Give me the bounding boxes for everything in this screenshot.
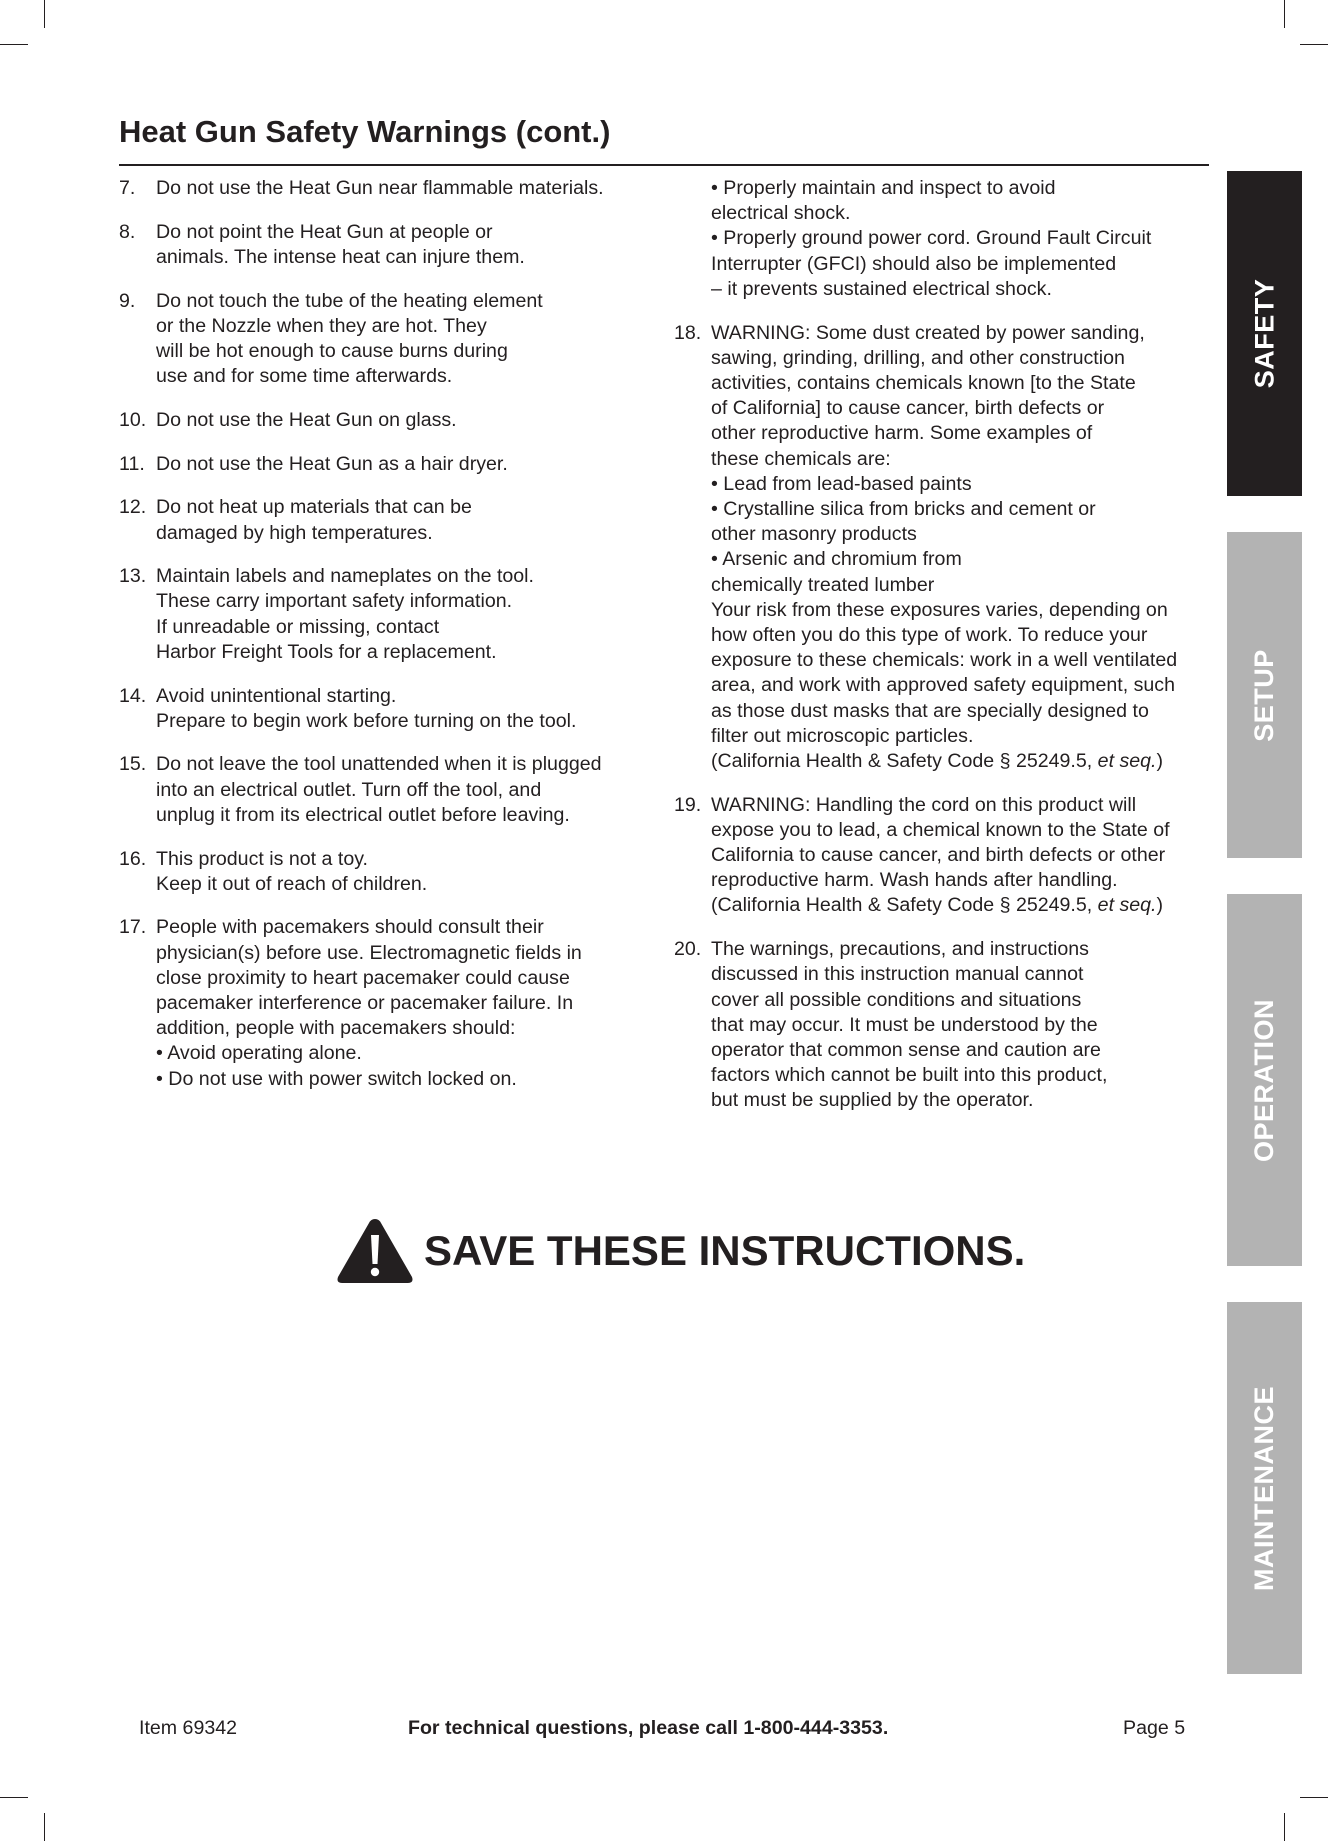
crop-mark	[44, 0, 45, 28]
item-number: 8.	[119, 220, 136, 243]
item-text-line: addition, people with pacemakers should:	[156, 1017, 516, 1040]
list-item	[119, 564, 659, 665]
list-item	[674, 937, 1216, 1113]
item-number: 7.	[119, 177, 136, 199]
item-text-line: reproductive harm. Wash hands after handling.	[711, 869, 1118, 892]
tab-operation-label: OPERATION	[1249, 998, 1280, 1162]
legal-citation	[711, 893, 1216, 918]
title-rule	[119, 164, 1209, 166]
crop-mark	[44, 1813, 45, 1841]
item-text-line: activities, contains chemicals known [to the State	[711, 371, 1136, 394]
item-text-line: • Crystalline silica from bricks and cement or	[711, 497, 1096, 520]
tab-setup-label: SETUP	[1249, 648, 1279, 742]
item-text-line: • Do not use with power switch locked on.	[156, 1067, 517, 1090]
crop-mark	[1284, 1813, 1285, 1841]
item-text-line: Harbor Freight Tools for a replacement.	[156, 640, 497, 663]
item-text-line: use and for some time afterwards.	[156, 365, 453, 388]
page-title: Heat Gun Safety Warnings (cont.)	[119, 114, 611, 149]
item-text-line: Interrupter (GFCI) should also be implemented	[711, 252, 1117, 275]
item-text-line: other masonry products	[711, 523, 917, 546]
item-number: 13.	[119, 565, 147, 588]
item-text-line: Do not leave the tool unattended when it is plugged	[156, 753, 602, 776]
list-item	[119, 495, 659, 545]
item-text-line: Maintain labels and nameplates on the tool.	[156, 565, 534, 588]
item-text-line: but must be supplied by the operator.	[711, 1089, 1034, 1112]
citation-italic: et seq.	[1097, 894, 1157, 917]
item-text-line: Your risk from these exposures varies, depending on	[711, 598, 1168, 621]
list-item	[119, 752, 659, 828]
item-text-line: Do not point the Heat Gun at people or	[156, 220, 493, 243]
item-text-line: area, and work with approved safety equipment, such	[711, 674, 1175, 697]
item-text-line: operator that common sense and caution are	[711, 1039, 1101, 1061]
item-text-line: cover all possible conditions and situations	[711, 988, 1082, 1011]
item-text-line: how often you do this type of work. To reduce your	[711, 623, 1148, 646]
item-text-line: of California] to cause cancer, birth defects or	[711, 397, 1105, 420]
citation-text: (California Health & Safety Code § 25249.5,	[711, 894, 1098, 917]
list-item	[119, 684, 659, 734]
item-text-line: close proximity to heart pacemaker could cause	[156, 966, 570, 989]
save-instructions-banner	[336, 1216, 1025, 1286]
item-text-line: Do not use the Heat Gun on glass.	[156, 408, 457, 431]
item-text-line: Keep it out of reach of children.	[156, 872, 428, 895]
tab-maintenance[interactable]	[1227, 1302, 1302, 1674]
crop-mark	[1300, 44, 1328, 45]
list-item	[119, 289, 659, 390]
item-text-line: sawing, grinding, drilling, and other construction	[711, 346, 1125, 369]
item-text-line: This product is not a toy.	[156, 847, 369, 870]
item-text-line: into an electrical outlet. Turn off the tool, and	[156, 778, 542, 801]
item-number: 20.	[674, 938, 702, 961]
item-text-line: factors which cannot be built into this product,	[711, 1064, 1108, 1087]
item-text-line: physician(s) before use. Electromagnetic fields in	[156, 941, 582, 964]
item-number: 18.	[674, 321, 702, 344]
item-text-line: chemically treated lumber	[711, 573, 935, 596]
item-text-line: WARNING: Some dust created by power sanding,	[711, 321, 1145, 344]
list-item	[119, 408, 659, 433]
citation-text: (California Health & Safety Code § 25249.5,	[711, 749, 1098, 772]
item-number: 12.	[119, 496, 147, 519]
item-number: 9.	[119, 289, 136, 312]
tab-operation[interactable]	[1227, 894, 1302, 1266]
item-text-line: Do not touch the tube of the heating element	[156, 289, 543, 312]
item-text-line: California to cause cancer, and birth defects or other	[711, 844, 1166, 867]
item-text-line: • Properly ground power cord. Ground Fault Circuit	[711, 227, 1152, 250]
item-number: 14.	[119, 684, 147, 707]
item-text-line: electrical shock.	[711, 202, 851, 225]
item-text-line: Avoid unintentional starting.	[156, 684, 397, 707]
crop-mark	[1284, 0, 1285, 28]
item-text-line: • Avoid operating alone.	[156, 1042, 362, 1065]
item-text-line: expose you to lead, a chemical known to the State of	[711, 818, 1170, 841]
tab-safety-label: SAFETY	[1249, 278, 1280, 389]
item-number: 17.	[119, 916, 147, 939]
item-text-line: filter out microscopic particles.	[711, 724, 974, 747]
item-text-line: The warnings, precautions, and instructions	[711, 938, 1089, 961]
list-item	[119, 847, 659, 897]
item-number: 11.	[119, 452, 145, 475]
item-number: 10.	[119, 408, 147, 431]
footer-phone: For technical questions, please call 1-800-444-3353.	[408, 1717, 889, 1739]
item-text-line: • Arsenic and chromium from	[711, 548, 962, 571]
item-text-line: damaged by high temperatures.	[156, 521, 433, 544]
item-text-line: Prepare to begin work before turning on the tool.	[156, 709, 577, 732]
tab-maintenance-label: MAINTENANCE	[1249, 1385, 1279, 1591]
item-text-line: pacemaker interference or pacemaker failure. In	[156, 992, 574, 1015]
item-17-continuation	[674, 176, 1216, 302]
save-instructions-text: SAVE THESE INSTRUCTIONS.	[424, 1227, 1026, 1274]
list-item	[119, 452, 659, 477]
tab-safety[interactable]	[1227, 171, 1302, 496]
item-text-line: Do not use the Heat Gun as a hair dryer.	[156, 452, 508, 475]
item-text-line: other reproductive harm. Some examples of	[711, 422, 1093, 445]
item-text-line: animals. The intense heat can injure them.	[156, 245, 525, 268]
item-text-line: Do not heat up materials that can be	[156, 496, 472, 519]
list-item	[119, 220, 659, 270]
item-text-line: WARNING: Handling the cord on this product will	[711, 793, 1137, 816]
item-text-line: as those dust masks that are specially designed to	[711, 699, 1149, 722]
list-item	[674, 321, 1216, 775]
crop-mark	[0, 44, 28, 45]
footer-item-number: Item 69342	[139, 1717, 238, 1739]
citation-end: )	[1156, 749, 1164, 772]
tab-setup[interactable]	[1227, 532, 1302, 858]
footer-page-number: Page 5	[1123, 1717, 1186, 1739]
list-item	[119, 176, 659, 201]
list-item	[674, 793, 1216, 919]
citation-end: )	[1156, 894, 1164, 917]
left-column	[119, 176, 659, 1110]
crop-mark	[1300, 1797, 1328, 1798]
warning-triangle-icon	[336, 1217, 414, 1285]
item-text-line: or the Nozzle when they are hot. They	[156, 314, 487, 337]
item-text-line: People with pacemakers should consult their	[156, 916, 544, 939]
citation-italic: et seq.	[1097, 749, 1157, 772]
item-text-line: – it prevents sustained electrical shock.	[711, 277, 1052, 300]
item-text-line: that may occur. It must be understood by the	[711, 1013, 1098, 1036]
item-text-line: • Properly maintain and inspect to avoid	[711, 177, 1056, 199]
item-number: 19.	[674, 793, 702, 816]
item-text-line: These carry important safety information.	[156, 590, 513, 613]
crop-mark	[0, 1797, 28, 1798]
item-text-line: will be hot enough to cause burns during	[156, 340, 508, 363]
item-text-line: Do not use the Heat Gun near flammable materials.	[156, 177, 604, 199]
item-text-line: unplug it from its electrical outlet before leaving.	[156, 803, 570, 826]
item-text-line: these chemicals are:	[711, 447, 891, 470]
item-number: 15.	[119, 753, 147, 776]
item-text-line: If unreadable or missing, contact	[156, 615, 440, 638]
right-column	[674, 176, 1216, 1132]
item-text-line: discussed in this instruction manual cannot	[711, 963, 1084, 986]
list-item	[119, 915, 659, 1091]
item-text-line: • Lead from lead-based paints	[711, 472, 972, 495]
legal-citation	[711, 749, 1216, 774]
item-text-line: exposure to these chemicals: work in a well ventilated	[711, 649, 1178, 672]
item-number: 16.	[119, 847, 147, 870]
